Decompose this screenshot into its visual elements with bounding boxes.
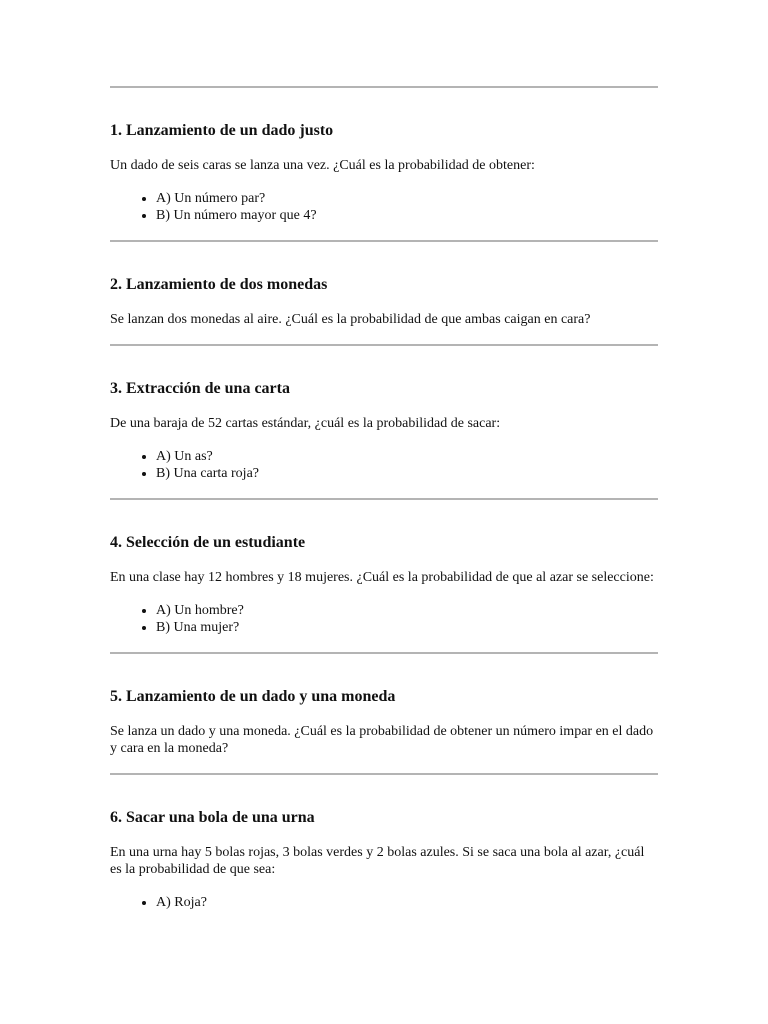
problem-text: Un dado de seis caras se lanza una vez. ¿Cuál es la probabilidad de obtener:: [110, 158, 535, 173]
problem-text: En una clase hay 12 hombres y 18 mujeres. ¿Cuál es la probabilidad de que al azar se seleccione:: [110, 570, 654, 585]
option-item: • B) Una carta roja?: [156, 465, 658, 482]
problem-title: 1. Lanzamiento de un dado justo: [110, 122, 334, 139]
document-page: [110, 86, 658, 927]
problem-title: 3. Extracción de una carta: [110, 380, 290, 397]
problem-text: Se lanzan dos monedas al aire. ¿Cuál es la probabilidad de que ambas caigan en cara?: [110, 312, 591, 327]
option-item: • B) Una mujer?: [156, 619, 658, 636]
options-list: [110, 602, 658, 636]
options-list: [110, 448, 658, 482]
options-list: [110, 190, 658, 224]
option-item: • A) Un as?: [156, 448, 658, 465]
option-item: • A) Un hombre?: [156, 602, 658, 619]
problem-text: En una urna hay 5 bolas rojas, 3 bolas verdes y 2 bolas azules. Si se saca una bola al azar, ¿cuál es la probabilidad de que sea:: [110, 845, 645, 877]
option-item: • A) Un número par?: [156, 190, 658, 207]
problem-title: 5. Lanzamiento de un dado y una moneda: [110, 688, 396, 705]
problem-4: [110, 500, 658, 652]
problem-text: Se lanza un dado y una moneda. ¿Cuál es la probabilidad de obtener un número impar en el dado y cara en la moneda?: [110, 724, 654, 756]
problem-title: 2. Lanzamiento de dos monedas: [110, 276, 328, 293]
problem-title: 4. Selección de un estudiante: [110, 534, 306, 551]
problem-5: [110, 654, 658, 773]
problem-6: [110, 775, 658, 927]
option-item: • A) Roja?: [156, 894, 658, 911]
problem-text: De una baraja de 52 cartas estándar, ¿cuál es la probabilidad de sacar:: [110, 416, 501, 431]
problem-2: [110, 242, 658, 344]
problem-3: [110, 346, 658, 498]
problem-1: [110, 88, 658, 240]
options-list: [110, 894, 658, 911]
problem-title: 6. Sacar una bola de una urna: [110, 809, 315, 826]
option-item: • B) Un número mayor que 4?: [156, 207, 658, 224]
